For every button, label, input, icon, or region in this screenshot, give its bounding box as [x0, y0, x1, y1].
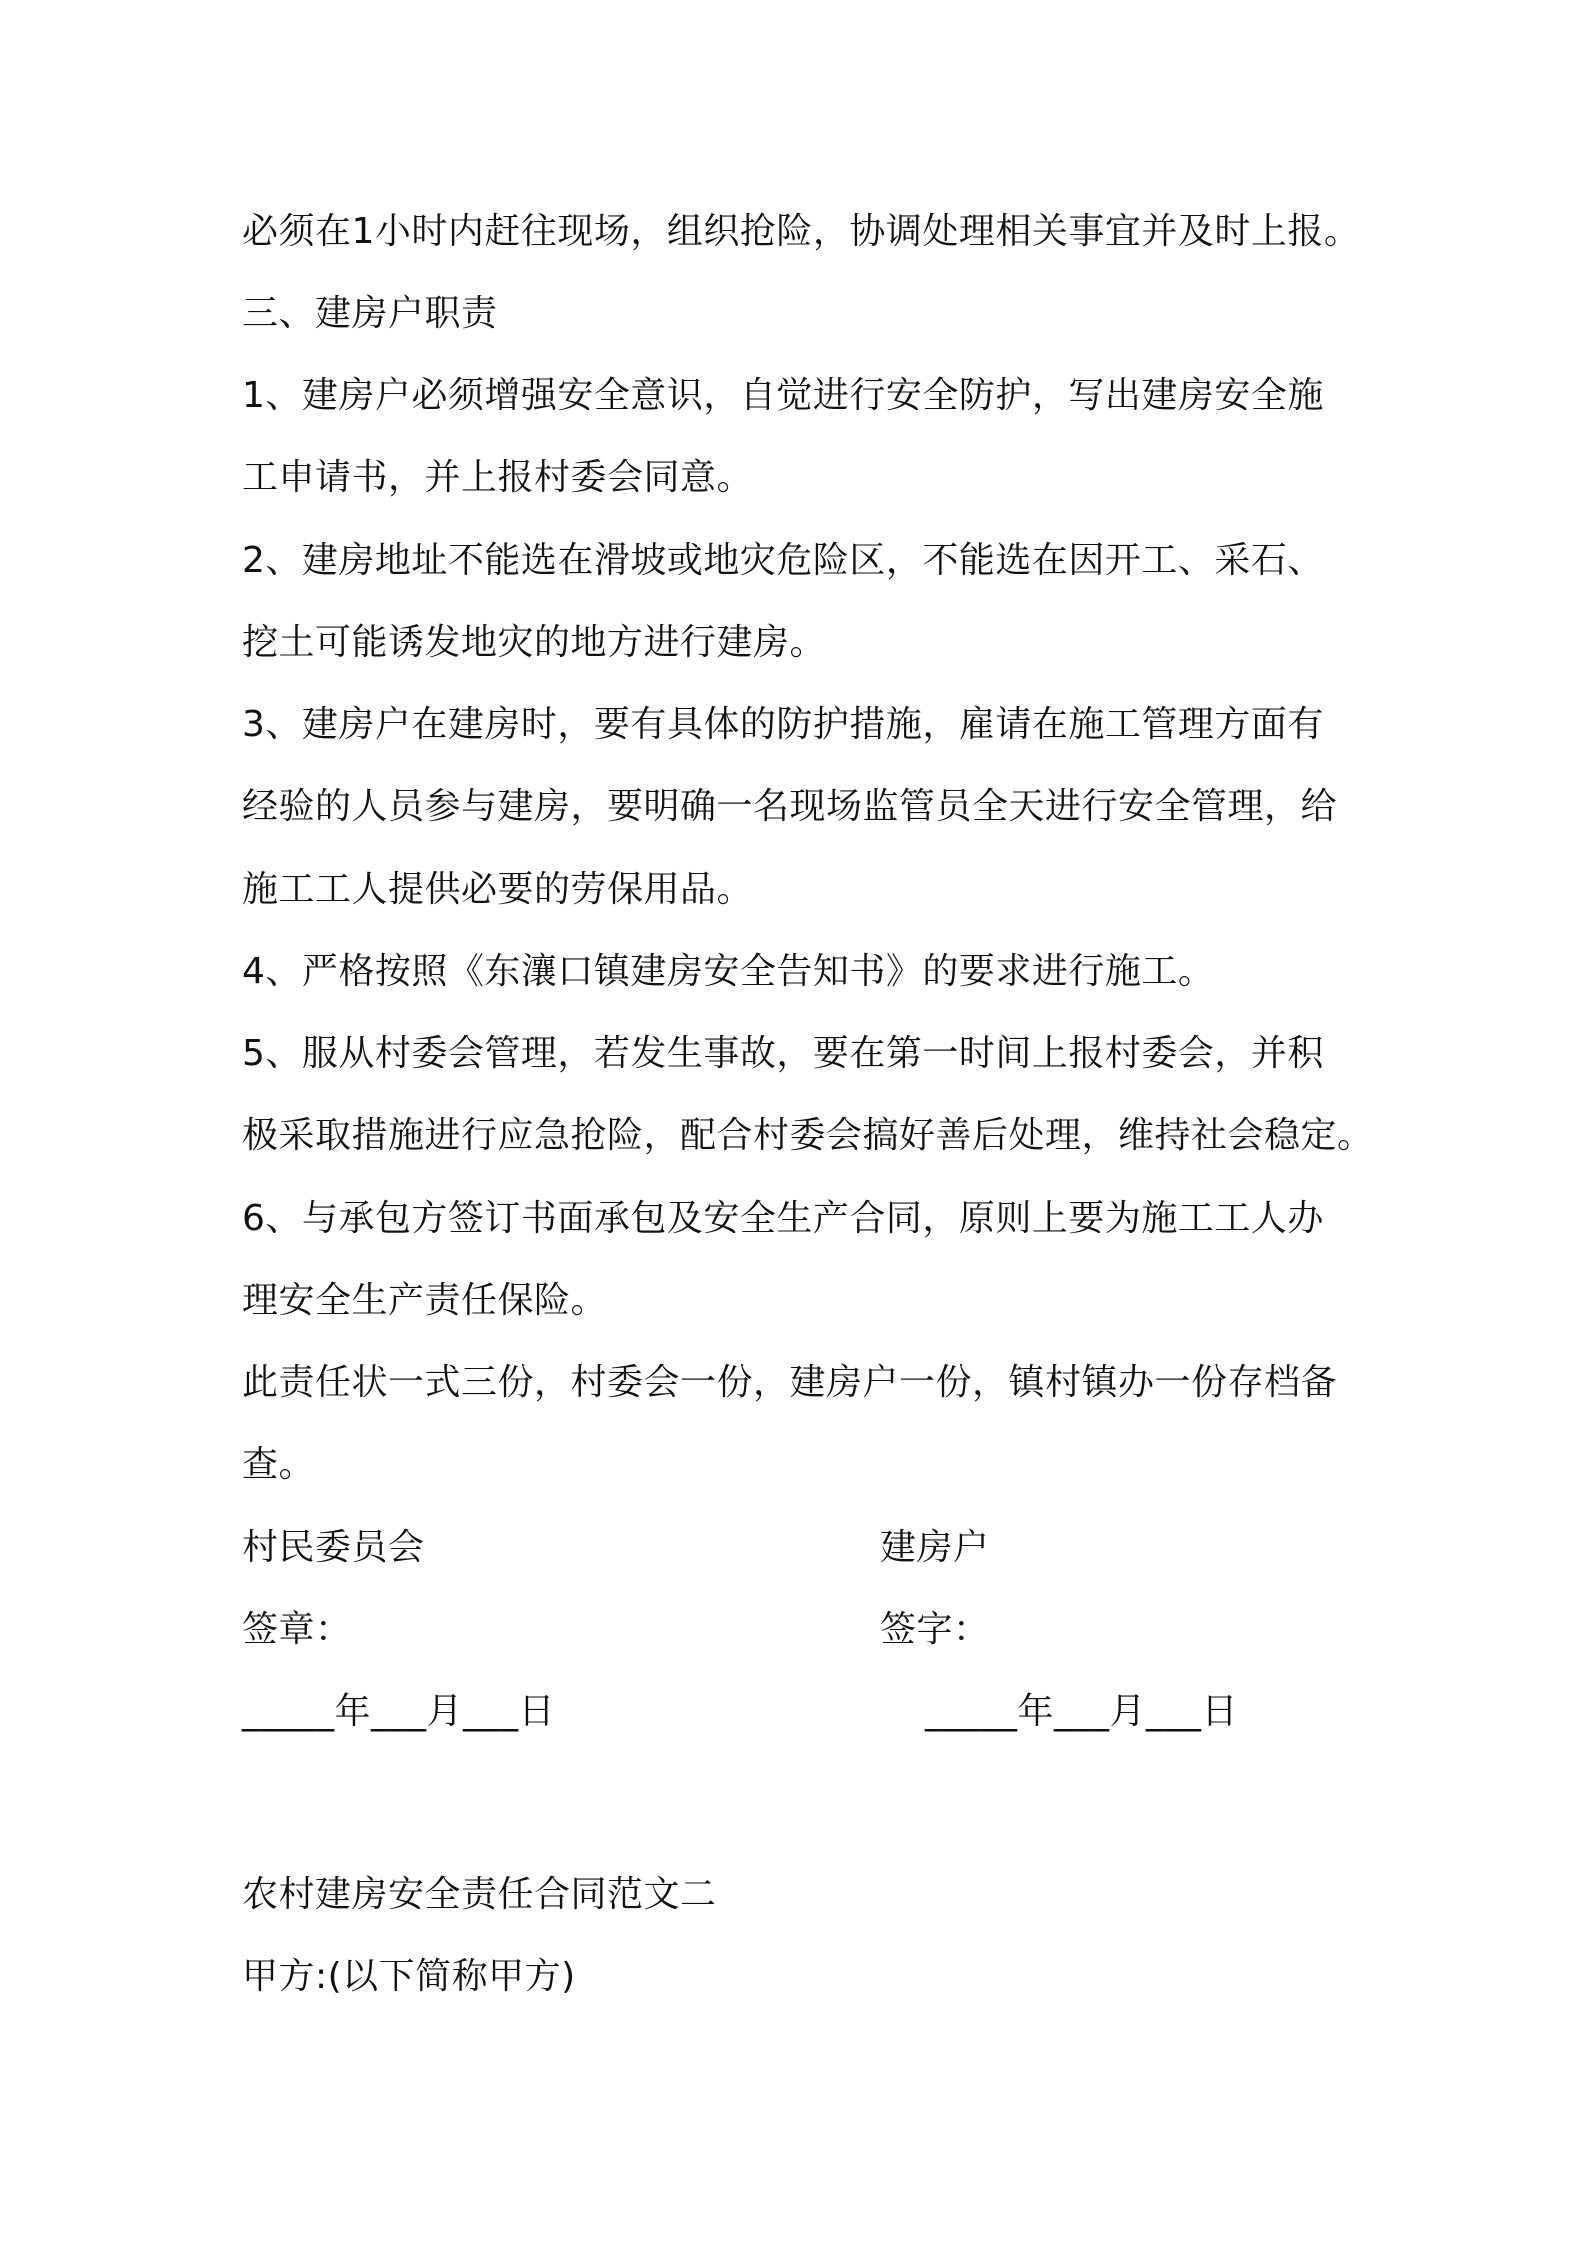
clause-4-line-1: 4、严格按照《东瀼口镇建房安全告知书》的要求进行施工。 [242, 951, 1215, 992]
clause-1-line-2: 工申请书，并上报村委会同意。 [242, 457, 754, 498]
left-date-field: _____年___月___日 [242, 1691, 556, 1732]
clause-5-line-1: 5、服从村委会管理，若发生事故，要在第一时间上报村委会，并积 [242, 1033, 1324, 1074]
right-date-field: _____年___月___日 [925, 1691, 1239, 1732]
right-signature-label: 签字： [880, 1609, 990, 1650]
clause-6-line-1: 6、与承包方签订书面承包及安全生产合同，原则上要为施工工人办 [242, 1198, 1324, 1239]
paragraph-line-1: 必须在1小时内赶往现场，组织抢险，协调处理相关事宜并及时上报。 [242, 211, 1361, 252]
clause-1-line-1: 1、建房户必须增强安全意识，自觉进行安全防护，写出建房安全施 [242, 375, 1324, 416]
left-signature-label: 签章： [242, 1609, 352, 1650]
clause-6-line-2: 理安全生产责任保险。 [242, 1280, 608, 1321]
copies-note-line-2: 查。 [242, 1444, 316, 1485]
clause-2-line-1: 2、建房地址不能选在滑坡或地灾危险区，不能选在因开工、采石、 [242, 540, 1324, 581]
clause-3-line-1: 3、建房户在建房时，要有具体的防护措施，雇请在施工管理方面有 [242, 704, 1324, 745]
clause-5-line-2: 极采取措施进行应急抢险，配合村委会搞好善后处理，维持社会稳定。 [242, 1115, 1374, 1156]
clause-2-line-2: 挖土可能诱发地灾的地方进行建房。 [242, 622, 827, 663]
section-heading-3: 三、建房户职责 [242, 293, 498, 334]
copies-note-line-1: 此责任状一式三份，村委会一份，建房户一份，镇村镇办一份存档备 [242, 1362, 1338, 1403]
party-a-line: 甲方:(以下简称甲方) [242, 1956, 576, 1997]
clause-3-line-2: 经验的人员参与建房，要明确一名现场监管员全天进行安全管理，给 [242, 786, 1338, 827]
contract-title: 农村建房安全责任合同范文二 [242, 1874, 717, 1915]
left-party-label: 村民委员会 [242, 1527, 425, 1568]
right-party-label: 建房户 [880, 1527, 990, 1568]
clause-3-line-3: 施工工人提供必要的劳保用品。 [242, 869, 754, 910]
